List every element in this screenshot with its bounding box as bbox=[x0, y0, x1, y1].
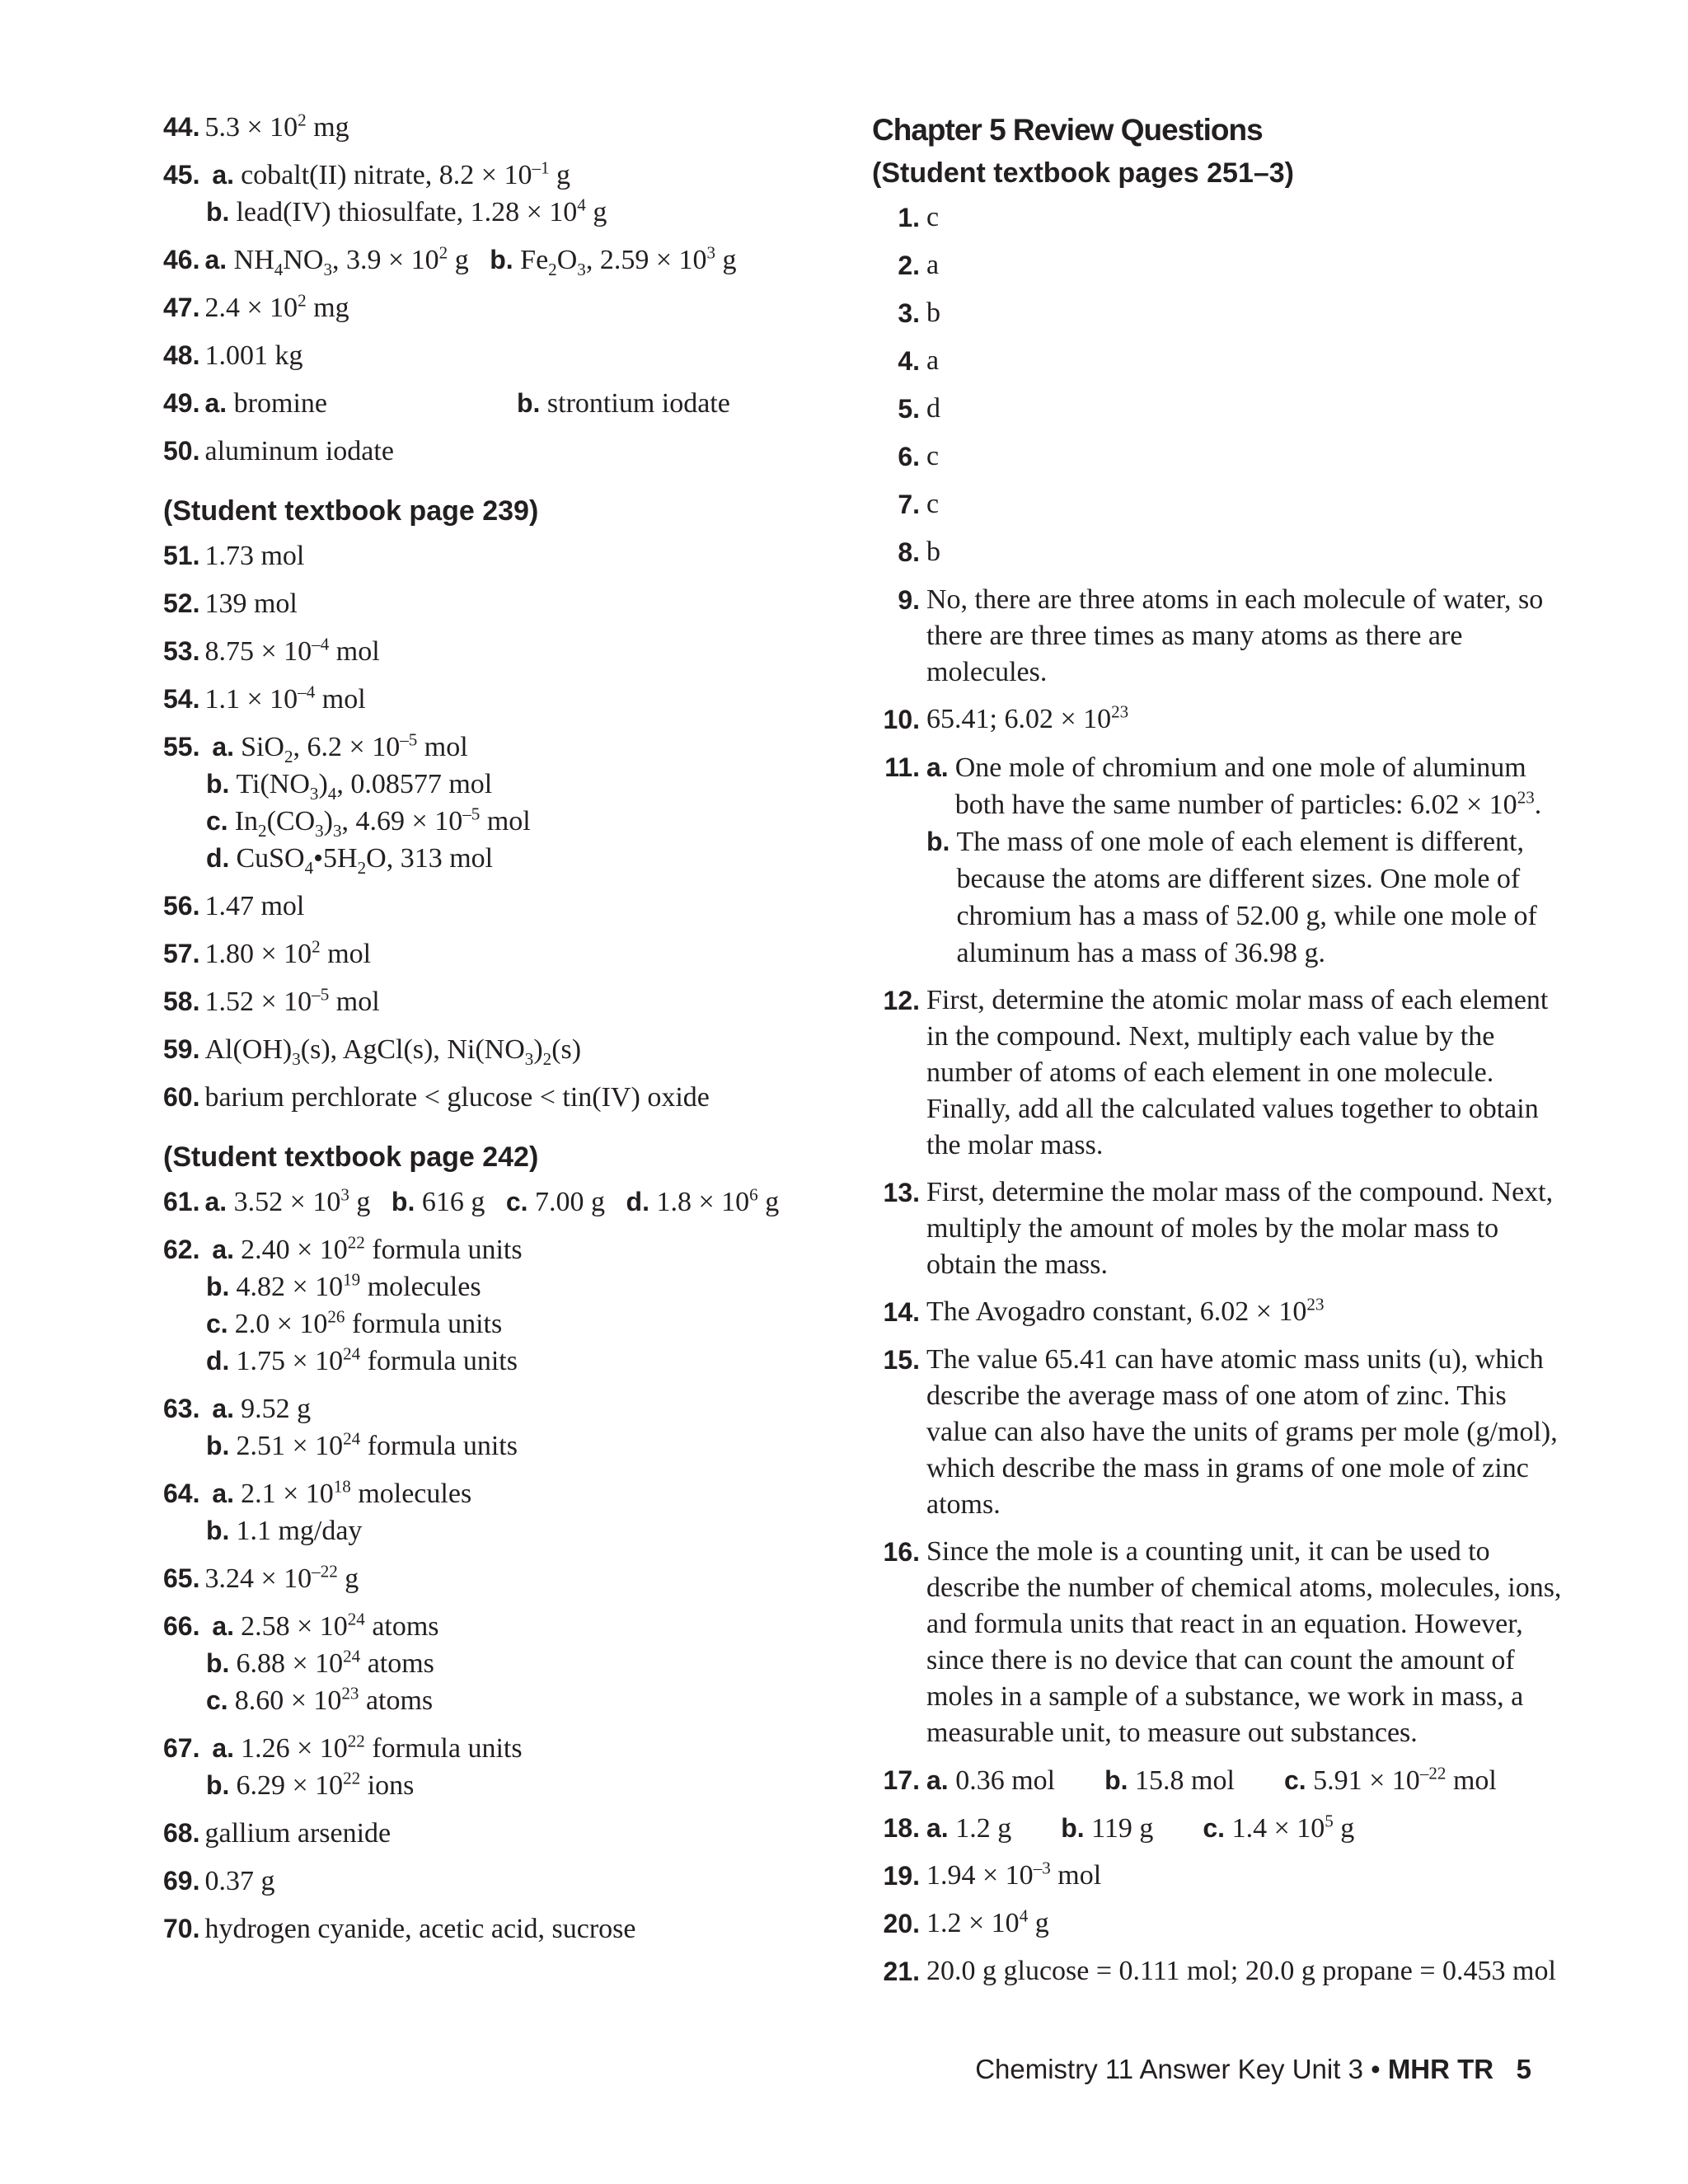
sub-answer bbox=[206, 1343, 831, 1380]
answer-number: 5. bbox=[898, 394, 920, 424]
answer-number: 21. bbox=[883, 1957, 920, 1986]
answer-number: 70. bbox=[163, 1914, 200, 1943]
sub-label: a. bbox=[212, 1479, 235, 1508]
answer-text: gallium arsenide bbox=[204, 1818, 392, 1849]
answer-number: 15. bbox=[883, 1345, 920, 1375]
sub-answer bbox=[212, 1608, 438, 1645]
answer-text bbox=[163, 1476, 831, 1549]
answer-item bbox=[163, 1910, 831, 1947]
answer-item bbox=[872, 982, 1564, 1164]
left-column bbox=[163, 109, 831, 1958]
answer-number: 68. bbox=[163, 1818, 200, 1848]
answer-item bbox=[163, 1231, 831, 1380]
answer-text: a bbox=[926, 345, 940, 376]
sub-label: a. bbox=[212, 732, 235, 762]
answer-item bbox=[163, 935, 831, 972]
answer-item bbox=[872, 1174, 1564, 1283]
answer-number: 58. bbox=[163, 987, 200, 1016]
answer-number: 12. bbox=[883, 986, 920, 1015]
answer-text: a. $NH_4NO_3$, $3.9 \times 10^2$ g b. $Fe_2O_3$, $2.59 \times 10^3$ g bbox=[204, 242, 737, 279]
answer-item bbox=[163, 1183, 831, 1221]
answer-text: c bbox=[926, 489, 940, 519]
sub-text: 9.52 g bbox=[241, 1394, 312, 1424]
sub-label: b. bbox=[206, 769, 230, 799]
answer-text: The Avogadro constant, $6.02 \times 10^{23}$ bbox=[926, 1294, 1325, 1327]
sub-text: $2.40 \times 10^{22}$ formula units bbox=[241, 1232, 523, 1265]
answer-number: 67. bbox=[163, 1733, 208, 1763]
pages-heading: (Student textbook pages 251–3) bbox=[872, 157, 1295, 189]
sub-text: The mass of one mole of each element is different, because the atoms are different sizes. One mole of chromium has a mass of 52.00 g, while one mole of aluminum has a mass of 36.98 g. bbox=[956, 827, 1537, 968]
answer-number: 44. bbox=[163, 112, 200, 142]
answer-text: $Al(OH)_3(s)$, AgCl(s), $Ni(NO_3)_2(s)$ bbox=[204, 1034, 582, 1069]
answer-item bbox=[163, 1608, 831, 1719]
answer-number: 19. bbox=[883, 1861, 920, 1891]
footer-brand: MHR TR bbox=[1387, 2054, 1494, 2084]
answer-item bbox=[872, 199, 1564, 237]
answer-item bbox=[163, 1079, 831, 1116]
answer-item bbox=[163, 633, 831, 670]
sub-answer bbox=[206, 766, 831, 803]
sub-text: $2.0 \times 10^{26}$ formula units bbox=[234, 1306, 503, 1339]
sub-text: $6.29 \times 10^{22}$ ions bbox=[236, 1768, 415, 1801]
answer-item bbox=[163, 385, 831, 422]
answer-text: First, determine the molar mass of the compound. Next, multiply the amount of moles by the molar mass to obtain the mass. bbox=[926, 1177, 1554, 1280]
answer-item bbox=[872, 391, 1564, 428]
sub-label: d. bbox=[206, 1346, 230, 1376]
answer-text: a bbox=[926, 250, 940, 280]
answer-item bbox=[163, 433, 831, 470]
answer-item bbox=[163, 1390, 831, 1465]
answer-item bbox=[872, 1342, 1564, 1523]
answer-number: 55. bbox=[163, 732, 208, 762]
answer-item bbox=[872, 749, 1564, 972]
answer-text: barium perchlorate < glucose < tin(IV) oxide bbox=[204, 1082, 710, 1113]
answer-item bbox=[872, 1953, 1564, 1990]
answer-text: First, determine the atomic molar mass of each element in the compound. Next, multiply each value by the number of atoms of each element in one molecule. Finally, add all the calculated values together to obtain the molar mass. bbox=[926, 985, 1549, 1160]
sub-label: c. bbox=[206, 1309, 228, 1338]
sub-answer bbox=[206, 1305, 831, 1343]
sub-answer bbox=[212, 1475, 471, 1512]
answer-number: 69. bbox=[163, 1866, 200, 1896]
answer-item bbox=[163, 537, 831, 574]
answer-number: 45. bbox=[163, 160, 208, 190]
answer-number: 50. bbox=[163, 436, 200, 466]
answer-text bbox=[163, 1733, 831, 1804]
sub-label: a. bbox=[212, 1733, 235, 1763]
answer-text: $1.1 \times 10^{-4}$ mol bbox=[204, 682, 366, 715]
answer-text: b bbox=[926, 537, 940, 567]
answer-number: 11. bbox=[884, 752, 920, 782]
sub-label: a. bbox=[926, 752, 949, 782]
answer-number: 51. bbox=[163, 541, 200, 570]
answer-text: 139 mol bbox=[204, 588, 298, 619]
sub-label: a. bbox=[212, 1235, 235, 1264]
sub-answer bbox=[212, 1231, 522, 1268]
answer-number: 52. bbox=[163, 588, 200, 618]
answer-item bbox=[872, 1858, 1564, 1895]
answer-item bbox=[163, 1730, 831, 1804]
answer-text: d bbox=[926, 393, 940, 424]
answer-item bbox=[872, 1762, 1564, 1799]
answer-number: 9. bbox=[898, 585, 920, 615]
answer-number: 66. bbox=[163, 1611, 208, 1641]
sub-text: $2.1 \times 10^{18}$ molecules bbox=[241, 1476, 472, 1509]
sub-label: b. bbox=[206, 197, 230, 227]
answer-number: 16. bbox=[883, 1537, 920, 1567]
sub-text: $1.75 \times 10^{24}$ formula units bbox=[236, 1343, 518, 1376]
sub-label: c. bbox=[206, 806, 228, 836]
chapter-title: Chapter 5 Review Questions bbox=[872, 113, 1263, 147]
answer-number: 59. bbox=[163, 1034, 200, 1064]
sub-label: b. bbox=[206, 1648, 230, 1678]
sub-label: a. bbox=[212, 160, 235, 190]
answer-number: 47. bbox=[163, 293, 200, 322]
answer-item bbox=[872, 1294, 1564, 1331]
sub-answer bbox=[206, 1268, 831, 1305]
answer-item bbox=[163, 241, 831, 279]
sub-text: lead(IV) thiosulfate, $1.28 \times 10^4$ g bbox=[236, 194, 607, 227]
sub-label: b. bbox=[206, 1516, 230, 1545]
answer-number: 56. bbox=[163, 891, 200, 921]
answer-item bbox=[872, 534, 1564, 571]
answer-number: 65. bbox=[163, 1563, 200, 1593]
answer-list bbox=[872, 199, 1564, 1990]
answer-text: hydrogen cyanide, acetic acid, sucrose bbox=[204, 1914, 636, 1944]
sub-answer bbox=[206, 1512, 831, 1549]
sub-answer bbox=[926, 823, 1564, 972]
answer-text: $1.52 \times 10^{-5}$ mol bbox=[204, 984, 380, 1017]
sub-text: cobalt(II) nitrate, $8.2 \times 10^{-1}$ g bbox=[241, 157, 571, 190]
sub-text: $In_2(CO_3)_3$, $4.69 \times 10^{-5}$ mol bbox=[234, 804, 531, 841]
right-column bbox=[872, 109, 1564, 2001]
answer-text: a. bromine b. strontium iodate bbox=[204, 388, 730, 419]
sub-answer bbox=[206, 803, 831, 840]
sub-label: a. bbox=[212, 1394, 235, 1423]
sub-answer bbox=[212, 157, 570, 194]
answer-text bbox=[163, 157, 831, 231]
answer-item bbox=[163, 1031, 831, 1068]
answer-text bbox=[926, 749, 1564, 972]
answer-item bbox=[163, 1815, 831, 1852]
answer-item bbox=[163, 585, 831, 622]
answer-item bbox=[872, 1534, 1564, 1751]
answer-item bbox=[163, 983, 831, 1020]
answer-item bbox=[872, 486, 1564, 523]
answer-text: 1.73 mol bbox=[204, 541, 305, 571]
answer-number: 17. bbox=[883, 1765, 920, 1795]
sub-text: $Ti(NO_3)_4$, 0.08577 mol bbox=[236, 769, 493, 804]
answer-number: 57. bbox=[163, 939, 200, 968]
answer-number: 60. bbox=[163, 1082, 200, 1112]
answer-number: 64. bbox=[163, 1479, 208, 1508]
answer-number: 7. bbox=[898, 490, 920, 519]
answer-number: 54. bbox=[163, 684, 200, 714]
answer-item bbox=[163, 681, 831, 718]
answer-number: 3. bbox=[898, 298, 920, 328]
sub-text: One mole of chromium and one mole of aluminum both have the same number of particles: $6.02 \times 10^{23}$. bbox=[954, 752, 1542, 820]
sub-label: d. bbox=[206, 843, 230, 873]
section-heading: (Student textbook page 242) bbox=[163, 1141, 539, 1173]
answer-text: $2.4 \times 10^2$ mg bbox=[204, 290, 349, 323]
sub-label: b. bbox=[206, 1431, 230, 1460]
answer-text: $1.2 \times 10^4$ g bbox=[926, 1905, 1049, 1938]
answer-item bbox=[872, 438, 1564, 476]
answer-text: No, there are three atoms in each molecule of water, so there are three times as many atoms as there are molecules. bbox=[926, 584, 1544, 687]
page-footer bbox=[975, 2054, 1531, 2085]
answer-number: 61. bbox=[163, 1187, 200, 1216]
sub-text: SiO$_2$, $6.2 \times 10^{-5}$ mol bbox=[241, 729, 468, 766]
sub-answer bbox=[212, 729, 467, 766]
answer-number: 13. bbox=[883, 1178, 920, 1207]
answer-text: a. 1.2 g b. 119 g c. $1.4 \times 10^5$ g bbox=[926, 1811, 1355, 1844]
answer-number: 14. bbox=[883, 1297, 920, 1327]
sub-answer bbox=[206, 840, 831, 877]
section-heading: (Student textbook page 239) bbox=[163, 495, 539, 527]
answer-number: 2. bbox=[898, 251, 920, 280]
footer-title: Chemistry 11 Answer Key Unit 3 • bbox=[975, 2054, 1388, 2084]
sub-label: b. bbox=[206, 1770, 230, 1800]
answer-text: a. $3.52 \times 10^3$ g b. 616 g c. 7.00 g d. $1.8 \times 10^6$ g bbox=[204, 1184, 780, 1217]
sub-text: $4.82 \times 10^{19}$ molecules bbox=[236, 1269, 481, 1302]
answer-text: $5.3 \times 10^2$ mg bbox=[204, 110, 349, 143]
answer-number: 62. bbox=[163, 1235, 208, 1264]
answer-text: 1.47 mol bbox=[204, 891, 305, 921]
answer-item bbox=[163, 289, 831, 326]
sub-answer bbox=[206, 1645, 831, 1682]
answer-text: 0.37 g bbox=[204, 1866, 275, 1896]
answer-item bbox=[872, 343, 1564, 380]
answer-number: 49. bbox=[163, 388, 200, 418]
answer-number: 6. bbox=[898, 442, 920, 471]
sub-label: b. bbox=[206, 1272, 230, 1301]
answer-number: 4. bbox=[898, 346, 920, 376]
sub-answer bbox=[212, 1390, 311, 1427]
sub-text: $1.26 \times 10^{22}$ formula units bbox=[241, 1731, 523, 1764]
page-number: 5 bbox=[1516, 2054, 1531, 2084]
sub-label: a. bbox=[212, 1611, 235, 1641]
answer-item bbox=[872, 582, 1564, 691]
answer-item bbox=[872, 295, 1564, 332]
answer-item bbox=[163, 888, 831, 925]
answer-text: $8.75 \times 10^{-4}$ mol bbox=[204, 634, 380, 667]
sub-text: $8.60 \times 10^{23}$ atoms bbox=[234, 1683, 434, 1716]
answer-number: 8. bbox=[898, 537, 920, 567]
answer-item bbox=[872, 1810, 1564, 1847]
answer-text: 1.001 kg bbox=[204, 340, 303, 371]
answer-item bbox=[872, 701, 1564, 738]
answer-text: c bbox=[926, 202, 940, 232]
answer-item bbox=[163, 1863, 831, 1900]
answer-text: $1.80 \times 10^2$ mol bbox=[204, 936, 372, 969]
answer-text: a. 0.36 mol b. 15.8 mol c. $5.91 \times 10^{-22}$ mol bbox=[926, 1763, 1497, 1796]
answer-item bbox=[163, 337, 831, 374]
sub-answer bbox=[206, 194, 831, 231]
answer-item bbox=[163, 1560, 831, 1597]
answer-text bbox=[163, 1232, 831, 1380]
sub-text: 1.1 mg/day bbox=[236, 1516, 363, 1546]
sub-answer bbox=[206, 1767, 831, 1804]
sub-answer bbox=[206, 1427, 831, 1465]
answer-item bbox=[163, 109, 831, 146]
answer-number: 63. bbox=[163, 1394, 208, 1423]
answer-text bbox=[163, 1394, 831, 1465]
answer-text: Since the mole is a counting unit, it can be used to describe the number of chemical atoms, molecules, ions, and formula units that react in an equation. However, since there is no device that can count the amount of moles in a sample of a substance, we work in mass, a measurable unit, to measure out substances. bbox=[926, 1536, 1562, 1748]
answer-number: 46. bbox=[163, 245, 200, 274]
sub-label: b. bbox=[926, 827, 950, 856]
answer-text: 65.41; $6.02 \times 10^{23}$ bbox=[926, 701, 1129, 734]
answer-item bbox=[163, 729, 831, 877]
sub-answer bbox=[926, 749, 1564, 823]
answer-text: aluminum iodate bbox=[204, 436, 394, 466]
answer-number: 53. bbox=[163, 636, 200, 666]
answer-item bbox=[872, 1905, 1564, 1943]
answer-item bbox=[872, 247, 1564, 284]
answer-text: The value 65.41 can have atomic mass units (u), which describe the average mass of one atom of zinc. This value can also have the units of grams per mole (g/mol), which describe the mass in grams of one mole of zinc atoms. bbox=[926, 1344, 1558, 1520]
sub-text: $CuSO_4•5H_2O$, 313 mol bbox=[236, 843, 494, 878]
answer-text bbox=[163, 1611, 831, 1719]
answer-text bbox=[163, 729, 831, 878]
answer-text: b bbox=[926, 298, 940, 328]
sub-text: $2.58 \times 10^{24}$ atoms bbox=[241, 1609, 439, 1642]
sub-text: $6.88 \times 10^{24}$ atoms bbox=[236, 1646, 434, 1679]
answer-item bbox=[163, 157, 831, 231]
answer-item bbox=[163, 1475, 831, 1549]
answer-number: 10. bbox=[883, 705, 920, 734]
answer-number: 18. bbox=[883, 1813, 920, 1843]
answer-text: c bbox=[926, 441, 940, 471]
sub-text: $2.51 \times 10^{24}$ formula units bbox=[236, 1428, 518, 1461]
answer-number: 20. bbox=[883, 1909, 920, 1938]
answer-number: 48. bbox=[163, 340, 200, 370]
answer-text: 20.0 g glucose = 0.111 mol; 20.0 g propane = 0.453 mol bbox=[926, 1956, 1556, 1986]
sub-answer bbox=[206, 1682, 831, 1719]
sub-label: c. bbox=[206, 1685, 228, 1715]
sub-answer bbox=[212, 1730, 522, 1767]
answer-text: $3.24 \times 10^{-22}$ g bbox=[204, 1561, 359, 1594]
answer-number: 1. bbox=[898, 203, 920, 232]
answer-text: $1.94 \times 10^{-3}$ mol bbox=[926, 1858, 1102, 1891]
